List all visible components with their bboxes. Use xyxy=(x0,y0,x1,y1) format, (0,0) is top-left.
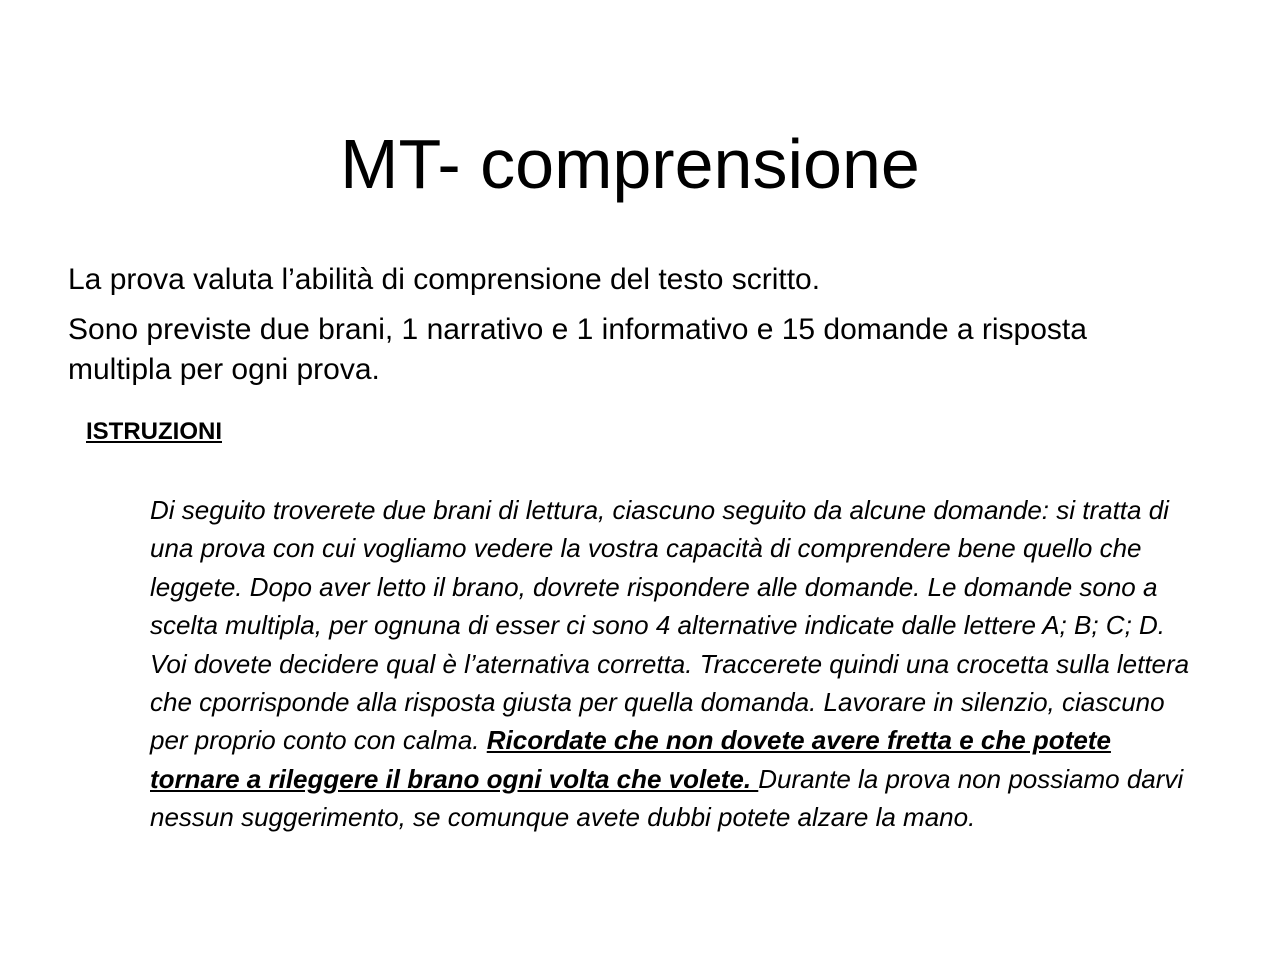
intro-paragraph: La prova valuta l’abilità di comprensione del testo scritto. xyxy=(68,263,821,296)
instructions-emphasis: Ricordate che non dovete avere fretta e che potete tornare a rileggere il brano ogni volta che volete. xyxy=(150,725,1111,794)
instructions-heading: ISTRUZIONI xyxy=(86,418,222,445)
instructions-text-end: Durante la prova non possiamo darvi nessun suggerimento, se comunque avete dubbi potete alzare la mano. xyxy=(150,763,1184,833)
slide-title: MT- comprensione xyxy=(340,125,920,203)
instructions-text-start: Di seguito troverete due brani di lettura, ciascuno seguito da alcune domande: si tratta di una prova con cui vogliamo vedere la vostra capacità di comprendere bene quello che leggete. Dopo aver letto il brano, dovrete rispondere alle domande. Le domande sono a scelta multipla, per ognuna di esser ci sono 4 alternative indicate dalle lettere A; B; C; D. Voi dovete decidere qual è l’aternativa corretta. Traccerete quindi una crocetta sulla lettera che cporrisponde alla risposta giusta per quella domanda. Lavorare in silenzio, ciascuno per proprio conto con calma. xyxy=(150,495,1190,756)
description-paragraph: Sono previste due brani, 1 narrativo e 1 informativo e 15 domande a risposta multipla per ogni prova. xyxy=(68,313,1087,386)
instructions-text xyxy=(150,491,1200,837)
